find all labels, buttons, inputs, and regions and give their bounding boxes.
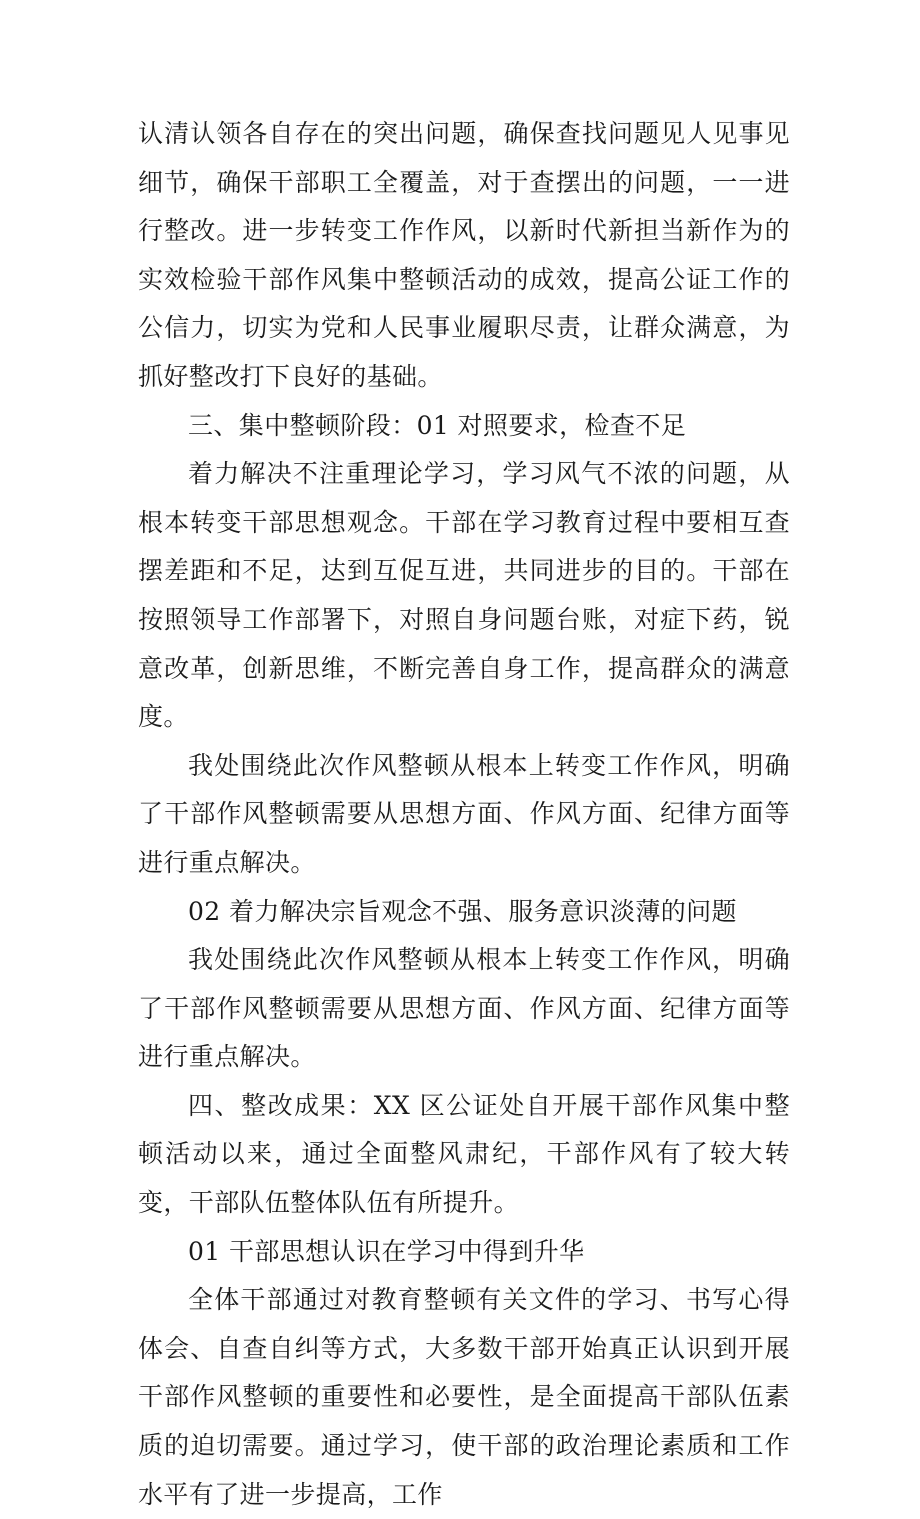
subheading-02: 02 着力解决宗旨观念不强、服务意识淡薄的问题 — [188, 896, 737, 926]
paragraph-4: 我处围绕此次作风整顿从根本上转变工作作风，明确了干部作风整顿需要从思想方面、作风方面、纪律方面等进行重点解决。 — [138, 945, 790, 1072]
paragraph-5: 全体干部通过对教育整顿有关文件的学习、书写心得体会、自查自纠等方式，大多数干部开始真正认识到开展干部作风整顿的重要性和必要性，是全面提高干部队伍素质的迫切需要。通过学习，使干部的政治理论素质和工作水平有了进一步提高，工作 — [138, 1285, 790, 1509]
paragraph-2: 着力解决不注重理论学习，学习风气不浓的问题，从根本转变干部思想观念。干部在学习教育过程中要相互查摆差距和不足，达到互促互进，共同进步的目的。干部在按照领导工作部署下，对照自身问题台账，对症下药，锐意改革，创新思维，不断完善自身工作，提高群众的满意度。 — [138, 459, 790, 732]
section-heading-4: 四、整改成果：XX 区公证处自开展干部作风集中整顿活动以来，通过全面整风肃纪，干部作风有了较大转变，干部队伍整体队伍有所提升。 — [138, 1090, 790, 1218]
section-heading-3: 三、集中整顿阶段：01 对照要求，检查不足 — [188, 410, 687, 440]
paragraph-3: 我处围绕此次作风整顿从根本上转变工作作风，明确了干部作风整顿需要从思想方面、作风方面、纪律方面等进行重点解决。 — [138, 750, 790, 877]
document-body — [138, 110, 790, 1519]
paragraph-1: 认清认领各自存在的突出问题，确保查找问题见人见事见细节，确保干部职工全覆盖，对于查摆出的问题，一一进行整改。进一步转变工作作风，以新时代新担当新作为的实效检验干部作风集中整顿活动的成效，提高公证工作的公信力，切实为党和人民事业履职尽责，让群众满意，为抓好整改打下良好的基础。 — [138, 119, 790, 391]
subheading-01: 01 干部思想认识在学习中得到升华 — [188, 1236, 585, 1266]
